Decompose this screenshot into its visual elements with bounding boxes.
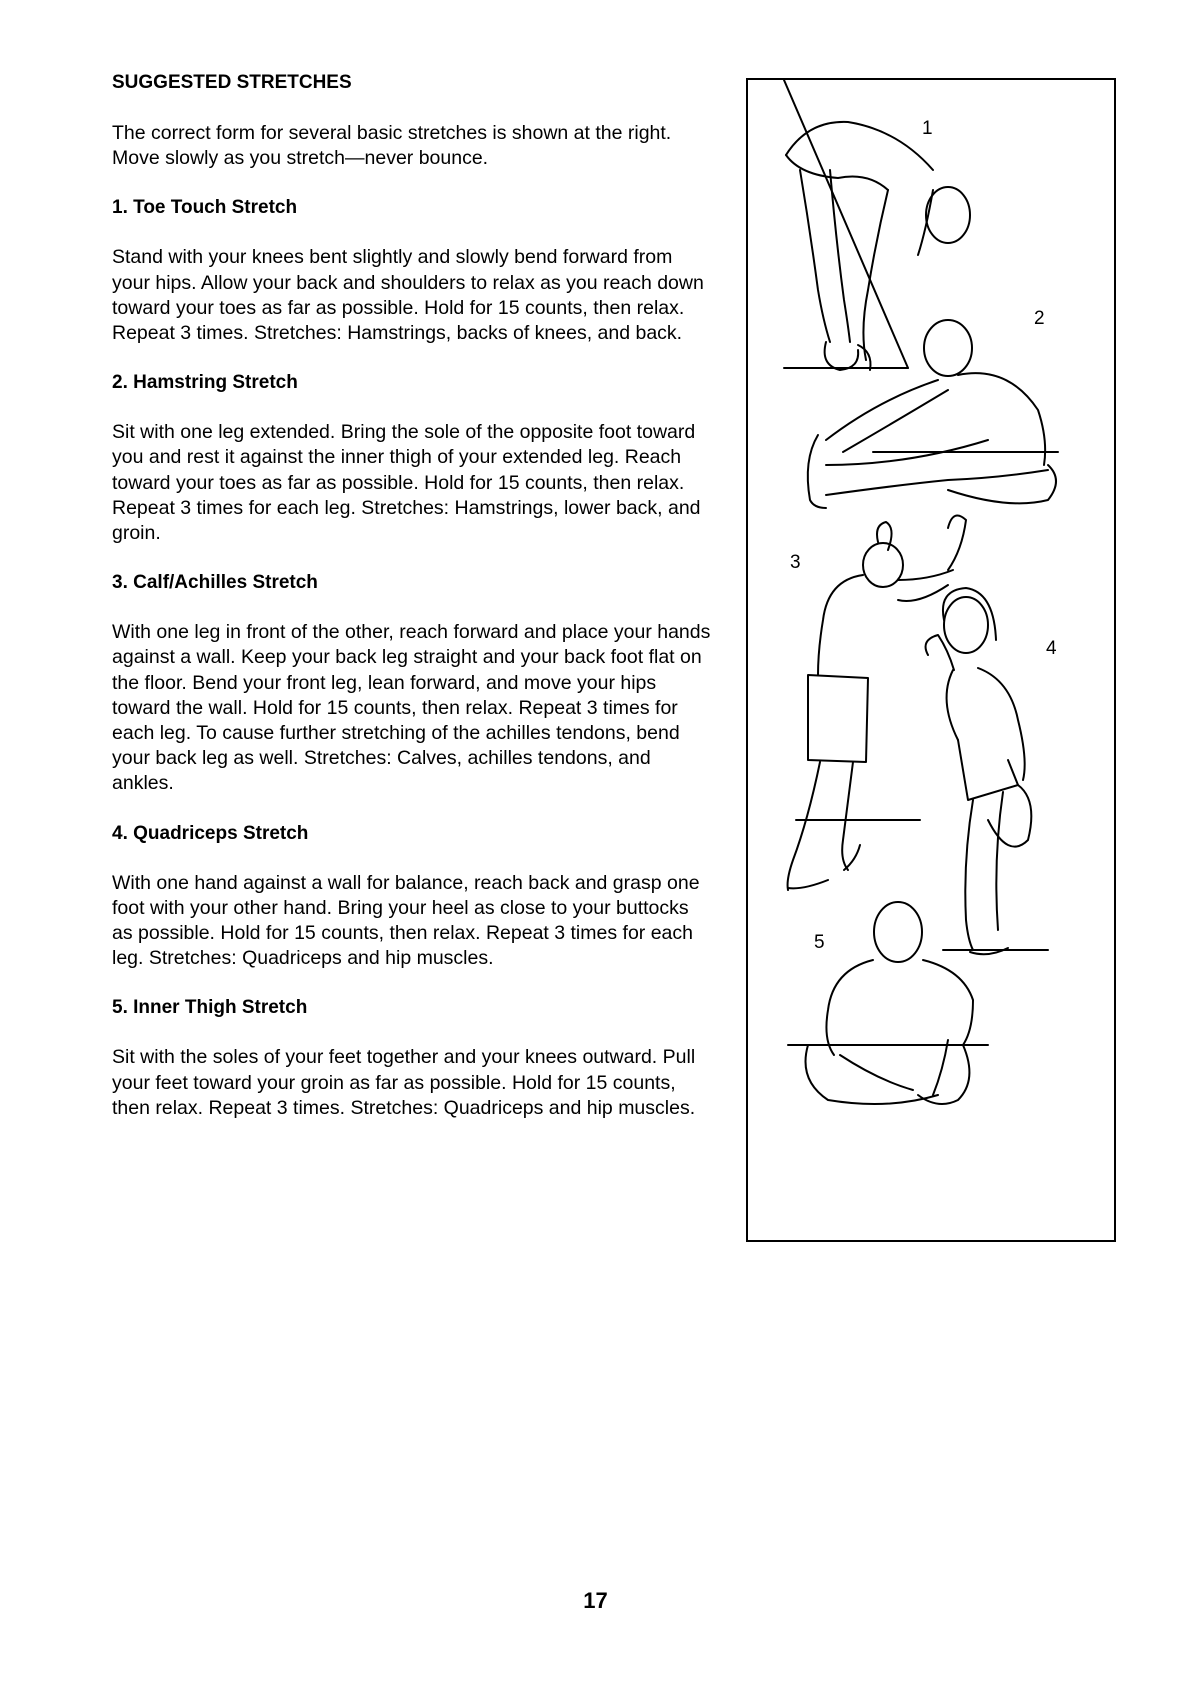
section-title: 5. Inner Thigh Stretch [112, 997, 308, 1019]
hamstring-figure [808, 320, 1058, 508]
section-body: With one leg in front of the other, reach forward and place your hands against a wall. Keep your back leg straight and your back foot flat on the floor. Bend your front leg, lean forward, and move your hips toward the wall. Hold for 15 counts, then relax. Repeat 3 times for each leg. To cause further stretching of the achilles tendons, bend your back leg as well. Stretches: Calves, achilles tendons, and ankles. [112, 621, 711, 795]
figure-label: 4 [1046, 638, 1057, 659]
section-title: 1. Toe Touch Stretch [112, 197, 298, 219]
section-title: 2. Hamstring Stretch [112, 372, 298, 394]
section-body: Sit with one leg extended. Bring the sole of the opposite foot toward you and rest it against the inner thigh of your extended leg. Reach toward your toes as far as possible. Hold for 15 counts, then relax. Repeat 3 times for each leg. Stretches: Hamstrings, lower back, and groin. [112, 421, 701, 545]
section-inner-thigh [112, 995, 712, 1121]
figure-label: 3 [790, 552, 801, 573]
section-body: Sit with the soles of your feet together and your knees outward. Pull your feet toward your groin as far as possible. Hold for 15 counts, then relax. Repeat 3 times. Stretches: Quadriceps and hip muscles. [112, 1046, 696, 1119]
page-number: 17 [583, 1588, 608, 1613]
section-quadriceps [112, 821, 712, 972]
intro-paragraph: The correct form for several basic stretches is shown at the right. Move slowly as you stretch—never bounce. [112, 122, 672, 170]
page-heading: SUGGESTED STRETCHES [112, 72, 352, 93]
section-calf-achilles [112, 570, 712, 796]
figure-label: 2 [1034, 308, 1045, 329]
quadriceps-figure [926, 588, 1048, 954]
figure-label: 5 [814, 932, 825, 953]
section-hamstring [112, 370, 712, 546]
section-body: With one hand against a wall for balance, reach back and grasp one foot with your other hand. Bring your heel as close to your buttocks as possible. Hold for 15 counts, then relax. Repeat 3 times for each leg. Stretches: Quadriceps and hip muscles. [112, 871, 700, 970]
section-title: 4. Quadriceps Stretch [112, 822, 309, 844]
figure-label: 1 [922, 118, 933, 139]
stretch-illustrations-panel [746, 78, 1116, 1242]
section-title: 3. Calf/Achilles Stretch [112, 572, 318, 594]
toe-touch-figure [784, 80, 970, 370]
stretch-illustrations [748, 80, 1114, 1240]
section-body: Stand with your knees bent slightly and slowly bend forward from your hips. Allow your back and shoulders to relax as you reach down toward your toes as far as possible. Hold for 15 counts, then relax. Repeat 3 times. Stretches: Hamstrings, backs of knees, and back. [112, 246, 704, 345]
text-column [112, 70, 712, 1121]
section-toe-touch [112, 195, 712, 346]
calf-achilles-figure [788, 516, 966, 891]
